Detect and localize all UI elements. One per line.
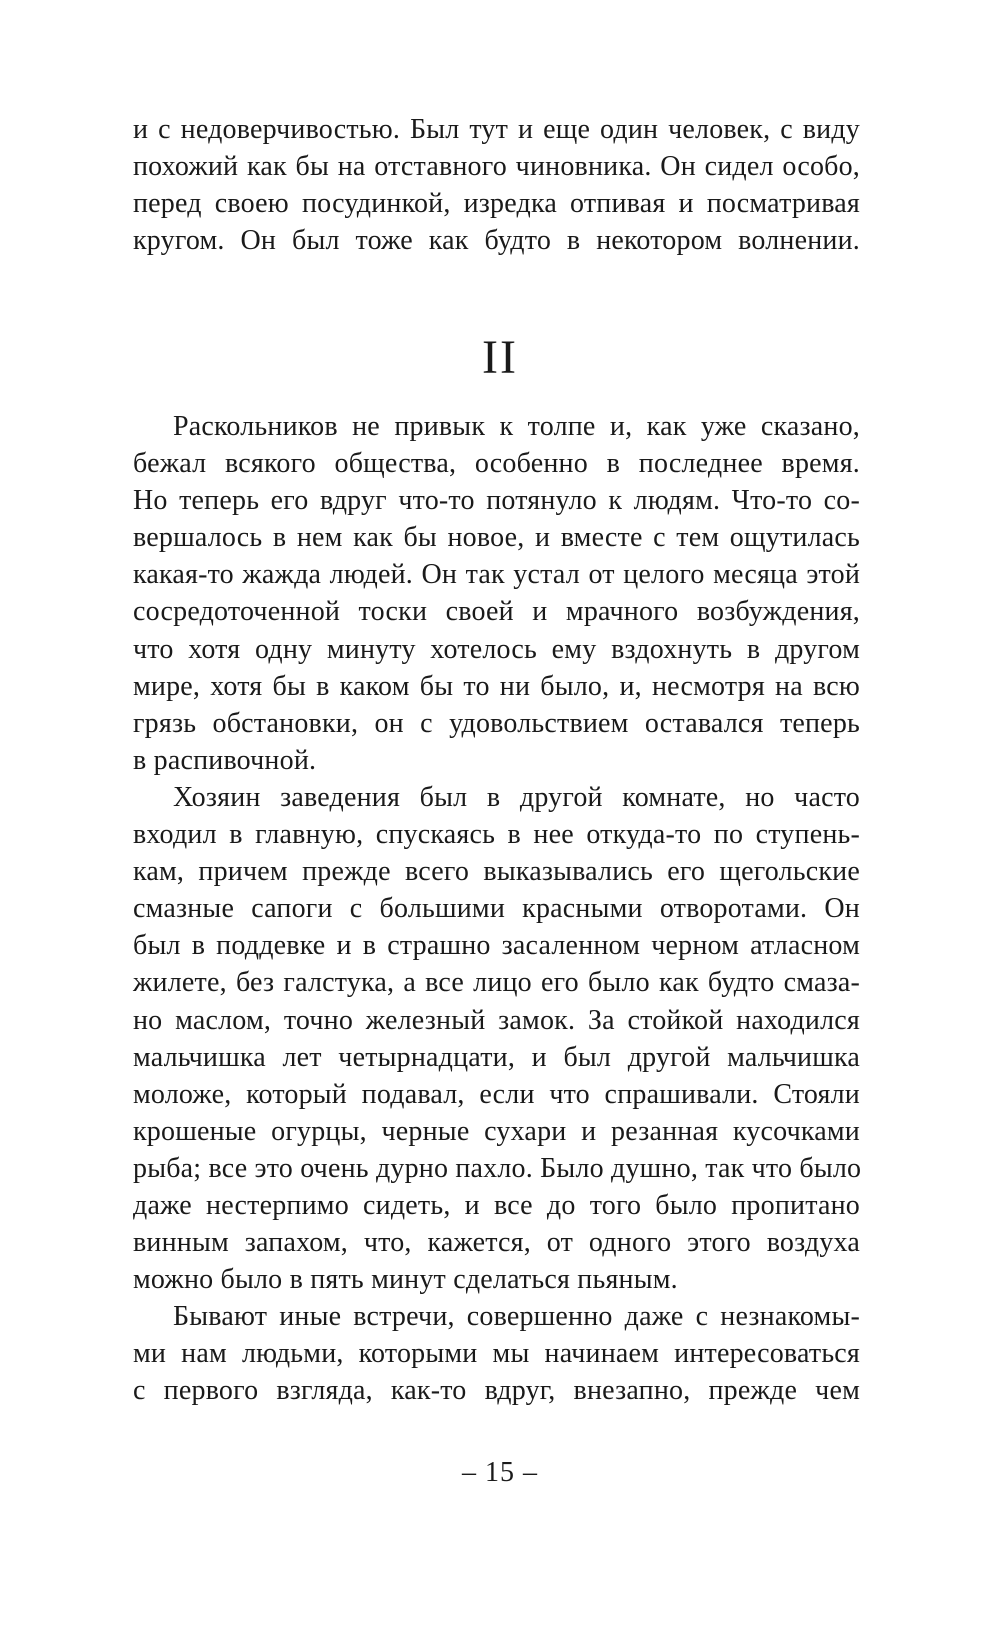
text-line: но маслом, точно железный замок. За стойкой находился [133,1004,860,1036]
text-line: в распивочной. [133,744,317,776]
paragraph [133,408,860,779]
chapter-body [133,408,860,1410]
text-line: крошеные огурцы, черные сухари и резанная кусочками [133,1115,860,1147]
text-line: какая-то жажда людей. Он так устал от целого месяца этой [133,559,860,591]
text-line: жилете, без галстука, а все лицо его было как будто смаза- [133,967,860,999]
text-line: Бывают иные встречи, совершенно даже с незнакомы- [173,1301,860,1333]
text-line: был в поддевке и в страшно засаленном черном атласном [133,930,860,962]
chapter-heading: II [482,331,518,384]
text-line: входил в главную, спускаясь в нее откуда-то по ступень- [133,819,860,851]
text-line: мире, хотя бы в каком бы то ни было, и, несмотря на всю [133,670,860,702]
text-line: мальчишка лет четырнадцати, и был другой мальчишка [133,1041,860,1073]
text-line: смазные сапоги с большими красными отворотами. Он [133,893,860,925]
text-line: Но теперь его вдруг что-то потянуло к людям. Что-то со- [133,485,860,517]
text-line: Хозяин заведения был в другой комнате, но часто [173,781,860,813]
text-line: вершалось в нем как бы новое, и вместе с тем ощутилась [133,522,860,554]
page-number: – 15 – [462,1457,538,1488]
text-line: Раскольников не привык к толпе и, как уже сказано, [173,411,860,442]
text-line: рыба; все это очень дурно пахло. Было душно, так что было [133,1152,862,1184]
text-line: даже нестерпимо сидеть, и все до того было пропитано [133,1189,860,1221]
text-line: кам, причем прежде всего выказывались его щегольские [133,856,860,888]
text-line: с первого взгляда, как-то вдруг, внезапно, прежде чем [133,1375,860,1407]
text-line: грязь обстановки, он с удовольствием оставался теперь [133,707,860,739]
text-line: моложе, который подавал, если что спрашивали. Стояли [133,1078,860,1110]
text-line: похожий как бы на отставного чиновника. Он сидел особо, [133,151,860,183]
text-line: ми нам людьми, которыми мы начинаем интересоваться [133,1338,860,1370]
text-line: можно было в пять минут сделаться пьяным. [133,1264,678,1296]
paragraph [133,1298,860,1409]
text-line: и с недоверчивостью. Был тут и еще один человек, с виду [133,114,860,145]
text-line: винным запахом, что, кажется, от одного этого воздуха [133,1227,860,1259]
text-line: кругом. Он был тоже как будто в некотором волнении. [133,225,860,257]
text-line: сосредоточенной тоски своей и мрачного возбуждения, [133,596,860,628]
paragraph [133,779,860,1298]
continuation-paragraph [133,111,860,259]
text-line: что хотя одну минуту хотелось ему вздохнуть в другом [133,633,860,665]
text-line: бежал всякого общества, особенно в последнее время. [133,448,860,480]
text-line: перед своею посудинкой, изредка отпивая и посматривая [133,188,860,220]
